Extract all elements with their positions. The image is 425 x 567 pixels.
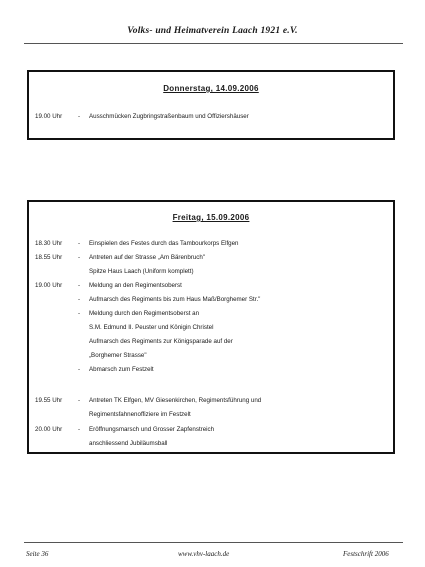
schedule-text: Abmarsch zum Festzelt [89,366,154,373]
schedule-time: 18.55 Uhr [35,254,63,261]
footer-page-number: Seite 36 [26,550,49,558]
schedule-text: Ausschmücken Zugbringstraßenbaum und Offiziershäuser [89,113,249,120]
header-rule [24,43,403,44]
friday-box [27,200,395,454]
schedule-time: 19.55 Uhr [35,397,63,404]
footer-website: www.vhv-laach.de [178,550,230,558]
schedule-text: Aufmarsch des Regiments bis zum Haus Maß/Borghemer Str." [89,296,261,303]
schedule-text: Spitze Haus Laach (Uniform komplett) [89,268,194,275]
schedule-text: Antreten TK Elfgen, MV Giesenkirchen, Regimentsführung und [89,397,262,404]
thursday-box [27,70,395,140]
schedule-text: „Borghemer Strasse" [89,352,147,359]
schedule-time: 20.00 Uhr [35,426,63,433]
thursday-title: Donnerstag, 14.09.2006 [163,84,259,93]
schedule-time: 18.30 Uhr [35,240,63,247]
schedule-time: 19.00 Uhr [35,113,63,120]
schedule-text: Eröffnungsmarsch und Grosser Zapfenstreich [89,426,215,433]
schedule-time: 19.00 Uhr [35,282,63,289]
schedule-dash: - [78,254,81,261]
schedule-text: Regimentsfahnenoffiziere im Festzelt [89,411,191,418]
schedule-text: Meldung an den Regimentsoberst [89,282,182,289]
schedule-dash: - [78,296,81,303]
schedule-dash: - [78,426,81,433]
schedule-dash: - [78,366,81,373]
schedule-text: Antreten auf der Strasse „Am Bärenbruch" [89,254,206,261]
schedule-dash: - [78,310,81,317]
schedule-dash: - [78,113,81,120]
schedule-dash: - [78,397,81,404]
schedule-text: Einspielen des Festes durch das Tambourkorps Elfgen [89,240,239,247]
page-header-title: Volks- und Heimatverein Laach 1921 e.V. [127,26,298,36]
schedule-text: anschliessend Jubiläumsball [89,440,168,447]
footer-publication: Festschrift 2006 [343,550,389,558]
schedule-text: Aufmarsch des Regiments zur Königsparade auf der [89,338,233,345]
schedule-text: S.M. Edmund II. Peuster und Königin Christel [89,324,214,331]
schedule-text: Meldung durch den Regimentsoberst an [89,310,200,317]
friday-title: Freitag, 15.09.2006 [172,213,250,222]
schedule-dash: - [78,240,81,247]
footer-rule [24,542,403,543]
schedule-dash: - [78,282,81,289]
